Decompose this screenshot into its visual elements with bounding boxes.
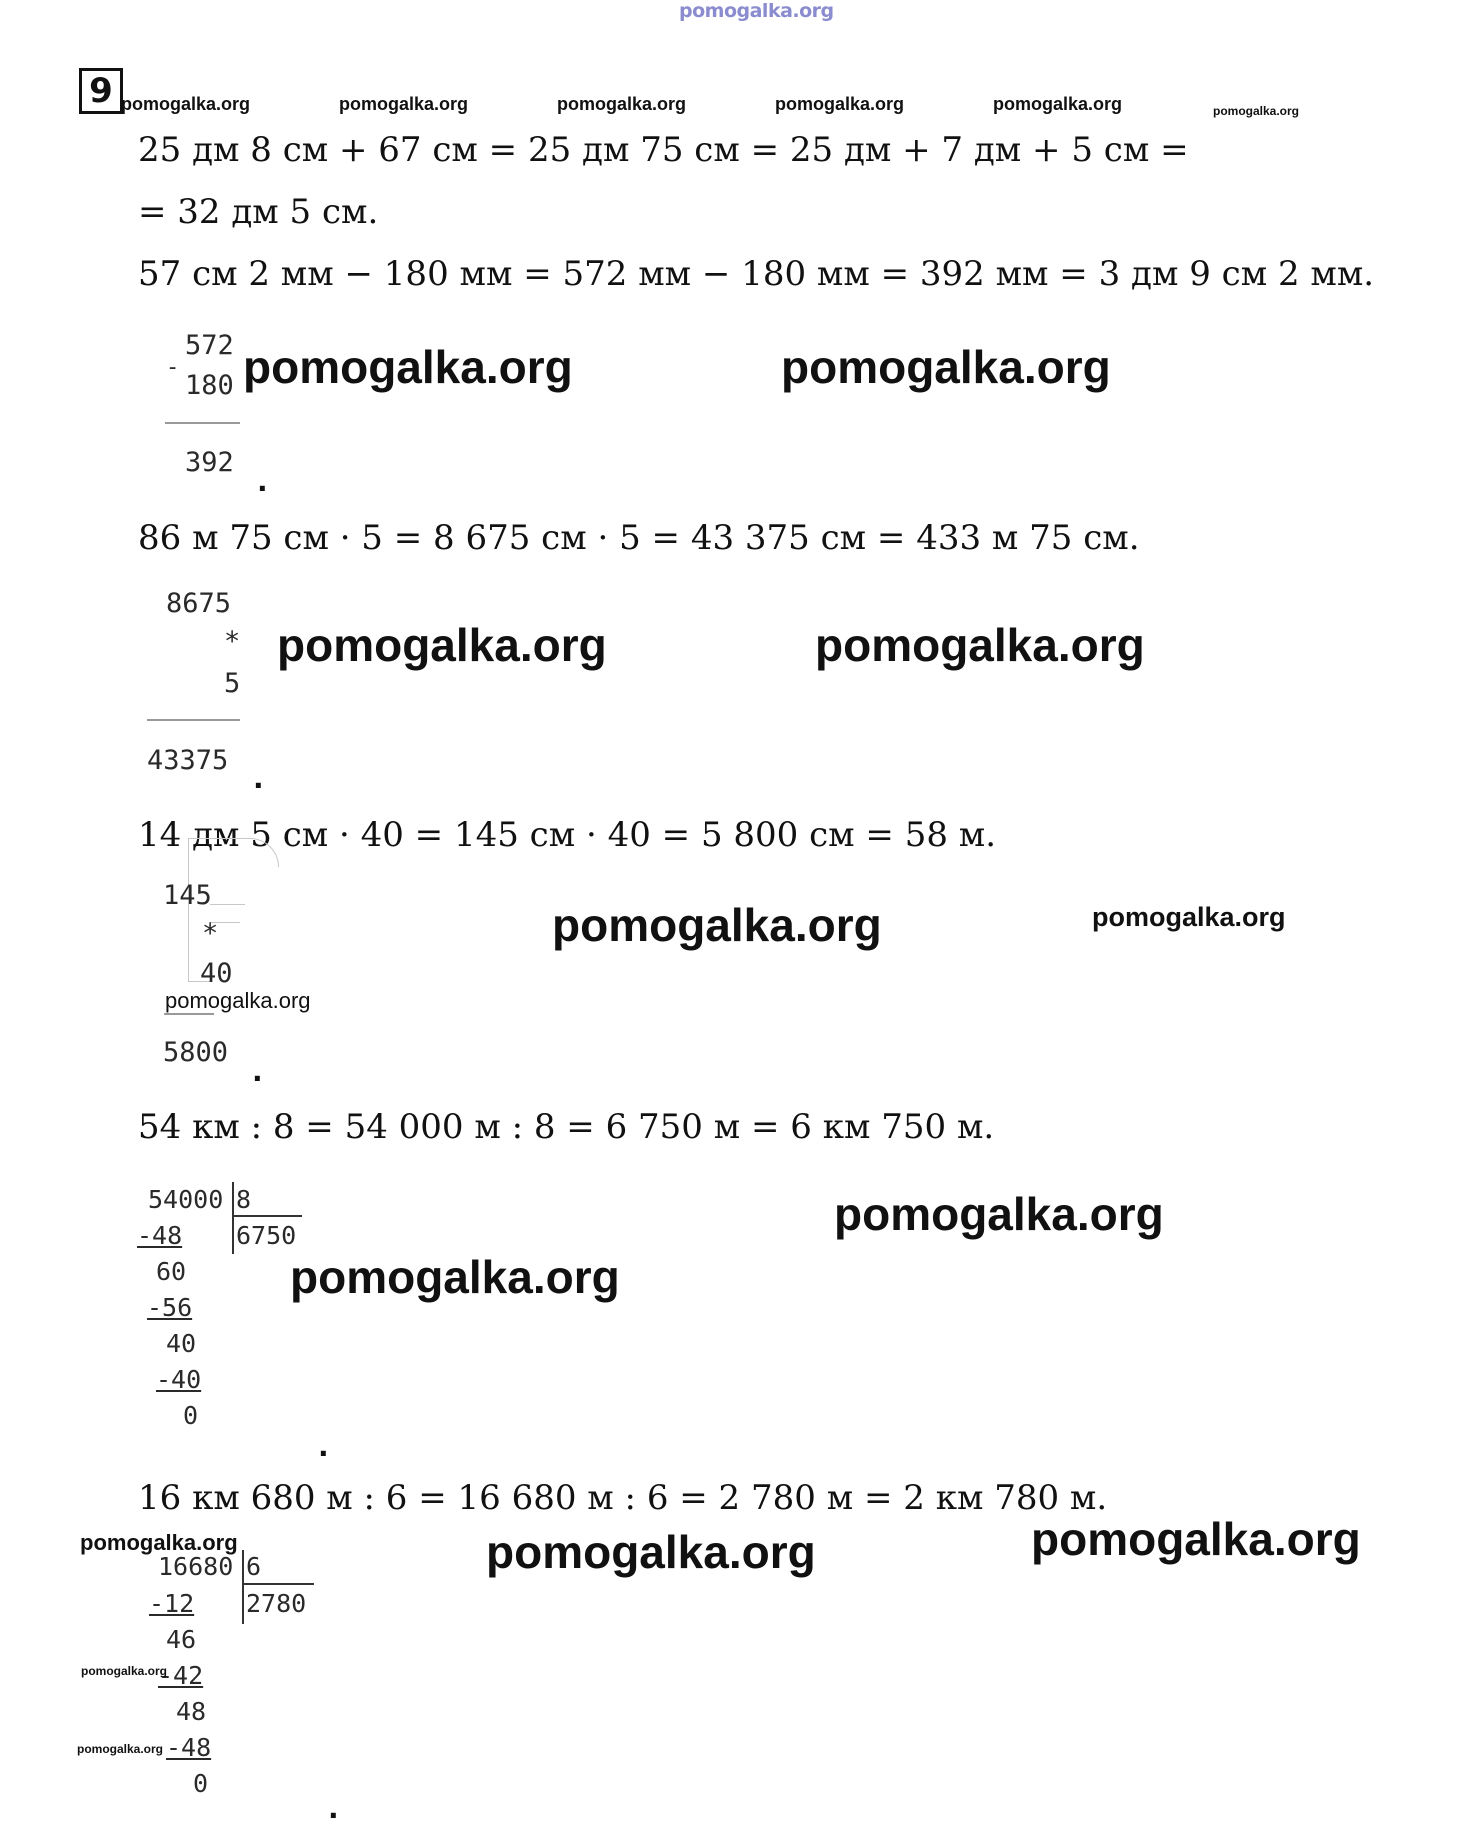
watermark: pomogalka.org [781, 341, 1111, 393]
multiply-sign: * [224, 626, 241, 657]
watermark: pomogalka.org [557, 94, 687, 114]
watermark: pomogalka.org [165, 988, 311, 1013]
watermark: pomogalka.org [993, 94, 1123, 114]
equation-6: 16 км 680 м : 6 = 16 680 м : 6 = 2 780 м = 2 км 780 м. [138, 1478, 1108, 1518]
watermark: pomogalka.org [486, 1526, 816, 1578]
division-step: -42 [158, 1661, 204, 1690]
watermark: pomogalka.org [775, 94, 905, 114]
dividend: 54000 [148, 1185, 224, 1214]
equation-1-line-1: 25 дм 8 см + 67 см = 25 дм 75 см = 25 дм + 7 дм + 5 см = [138, 130, 1189, 170]
divisor: 8 [236, 1185, 252, 1214]
multiply-sign: * [202, 918, 219, 949]
equation-5: 54 км : 8 = 54 000 м : 8 = 6 750 м = 6 км 750 м. [138, 1107, 995, 1147]
division-step: -48 [166, 1733, 212, 1762]
division-step: -12 [149, 1589, 195, 1618]
header-watermark: pomogalka.org [679, 0, 834, 22]
watermark: pomogalka.org [815, 619, 1145, 671]
result-line [147, 719, 240, 721]
division-step: -48 [137, 1221, 183, 1250]
divisor-line [234, 1215, 302, 1217]
watermark: pomogalka.org [243, 341, 573, 393]
watermark: pomogalka.org [80, 1530, 238, 1555]
division-step: 60 [156, 1257, 187, 1286]
watermark: pomogalka.org [290, 1251, 620, 1303]
end-dot: . [318, 1430, 329, 1463]
equation-4: 14 дм 5 см · 40 = 145 см · 40 = 5 800 см = 58 м. [138, 815, 997, 855]
division-bar [242, 1550, 244, 1624]
equation-3: 86 м 75 см · 5 = 8 675 см · 5 = 43 375 см = 433 м 75 см. [138, 518, 1140, 558]
division-step: -40 [156, 1365, 202, 1394]
multiplier: 40 [200, 958, 233, 989]
end-dot: . [328, 1792, 339, 1825]
watermark: pomogalka.org [1213, 104, 1300, 118]
minus-sign: - [166, 355, 180, 380]
division-step: 46 [166, 1625, 197, 1654]
division-step: 40 [166, 1329, 197, 1358]
watermark: pomogalka.org [1092, 902, 1286, 932]
watermark: pomogalka.org [552, 899, 882, 951]
division-bar [232, 1182, 234, 1254]
faint-doodle [188, 838, 279, 867]
faint-doodle [210, 904, 245, 905]
subtrahend: 180 [185, 370, 234, 401]
task-number: 9 [79, 68, 123, 114]
quotient: 2780 [246, 1589, 307, 1618]
equation-2: 57 см 2 мм − 180 мм = 572 мм − 180 мм = 392 мм = 3 дм 9 см 2 мм. [138, 254, 1375, 294]
division-step: 0 [183, 1401, 199, 1430]
multiplier: 5 [224, 668, 241, 699]
division-step: 0 [193, 1769, 209, 1798]
end-dot: . [253, 762, 264, 795]
watermark: pomogalka.org [834, 1188, 1164, 1240]
product: 43375 [147, 745, 229, 776]
division-step: -56 [147, 1293, 193, 1322]
dividend: 16680 [158, 1552, 234, 1581]
multiplicand: 145 [163, 880, 212, 911]
result-line [165, 422, 240, 424]
watermark: pomogalka.org [121, 94, 251, 114]
quotient: 6750 [236, 1221, 297, 1250]
divisor: 6 [246, 1552, 262, 1581]
watermark: pomogalka.org [81, 1664, 168, 1678]
equation-1-line-2: = 32 дм 5 см. [138, 192, 379, 232]
division-step: 48 [176, 1697, 207, 1726]
end-dot: . [257, 465, 268, 498]
multiplicand: 8675 [166, 588, 232, 619]
difference: 392 [185, 447, 234, 478]
end-dot: . [252, 1055, 263, 1088]
minuend: 572 [185, 330, 234, 361]
watermark: pomogalka.org [277, 619, 607, 671]
watermark: pomogalka.org [77, 1742, 164, 1756]
divisor-line [244, 1583, 314, 1585]
product: 5800 [163, 1037, 229, 1068]
watermark: pomogalka.org [1031, 1513, 1361, 1565]
watermark: pomogalka.org [339, 94, 469, 114]
